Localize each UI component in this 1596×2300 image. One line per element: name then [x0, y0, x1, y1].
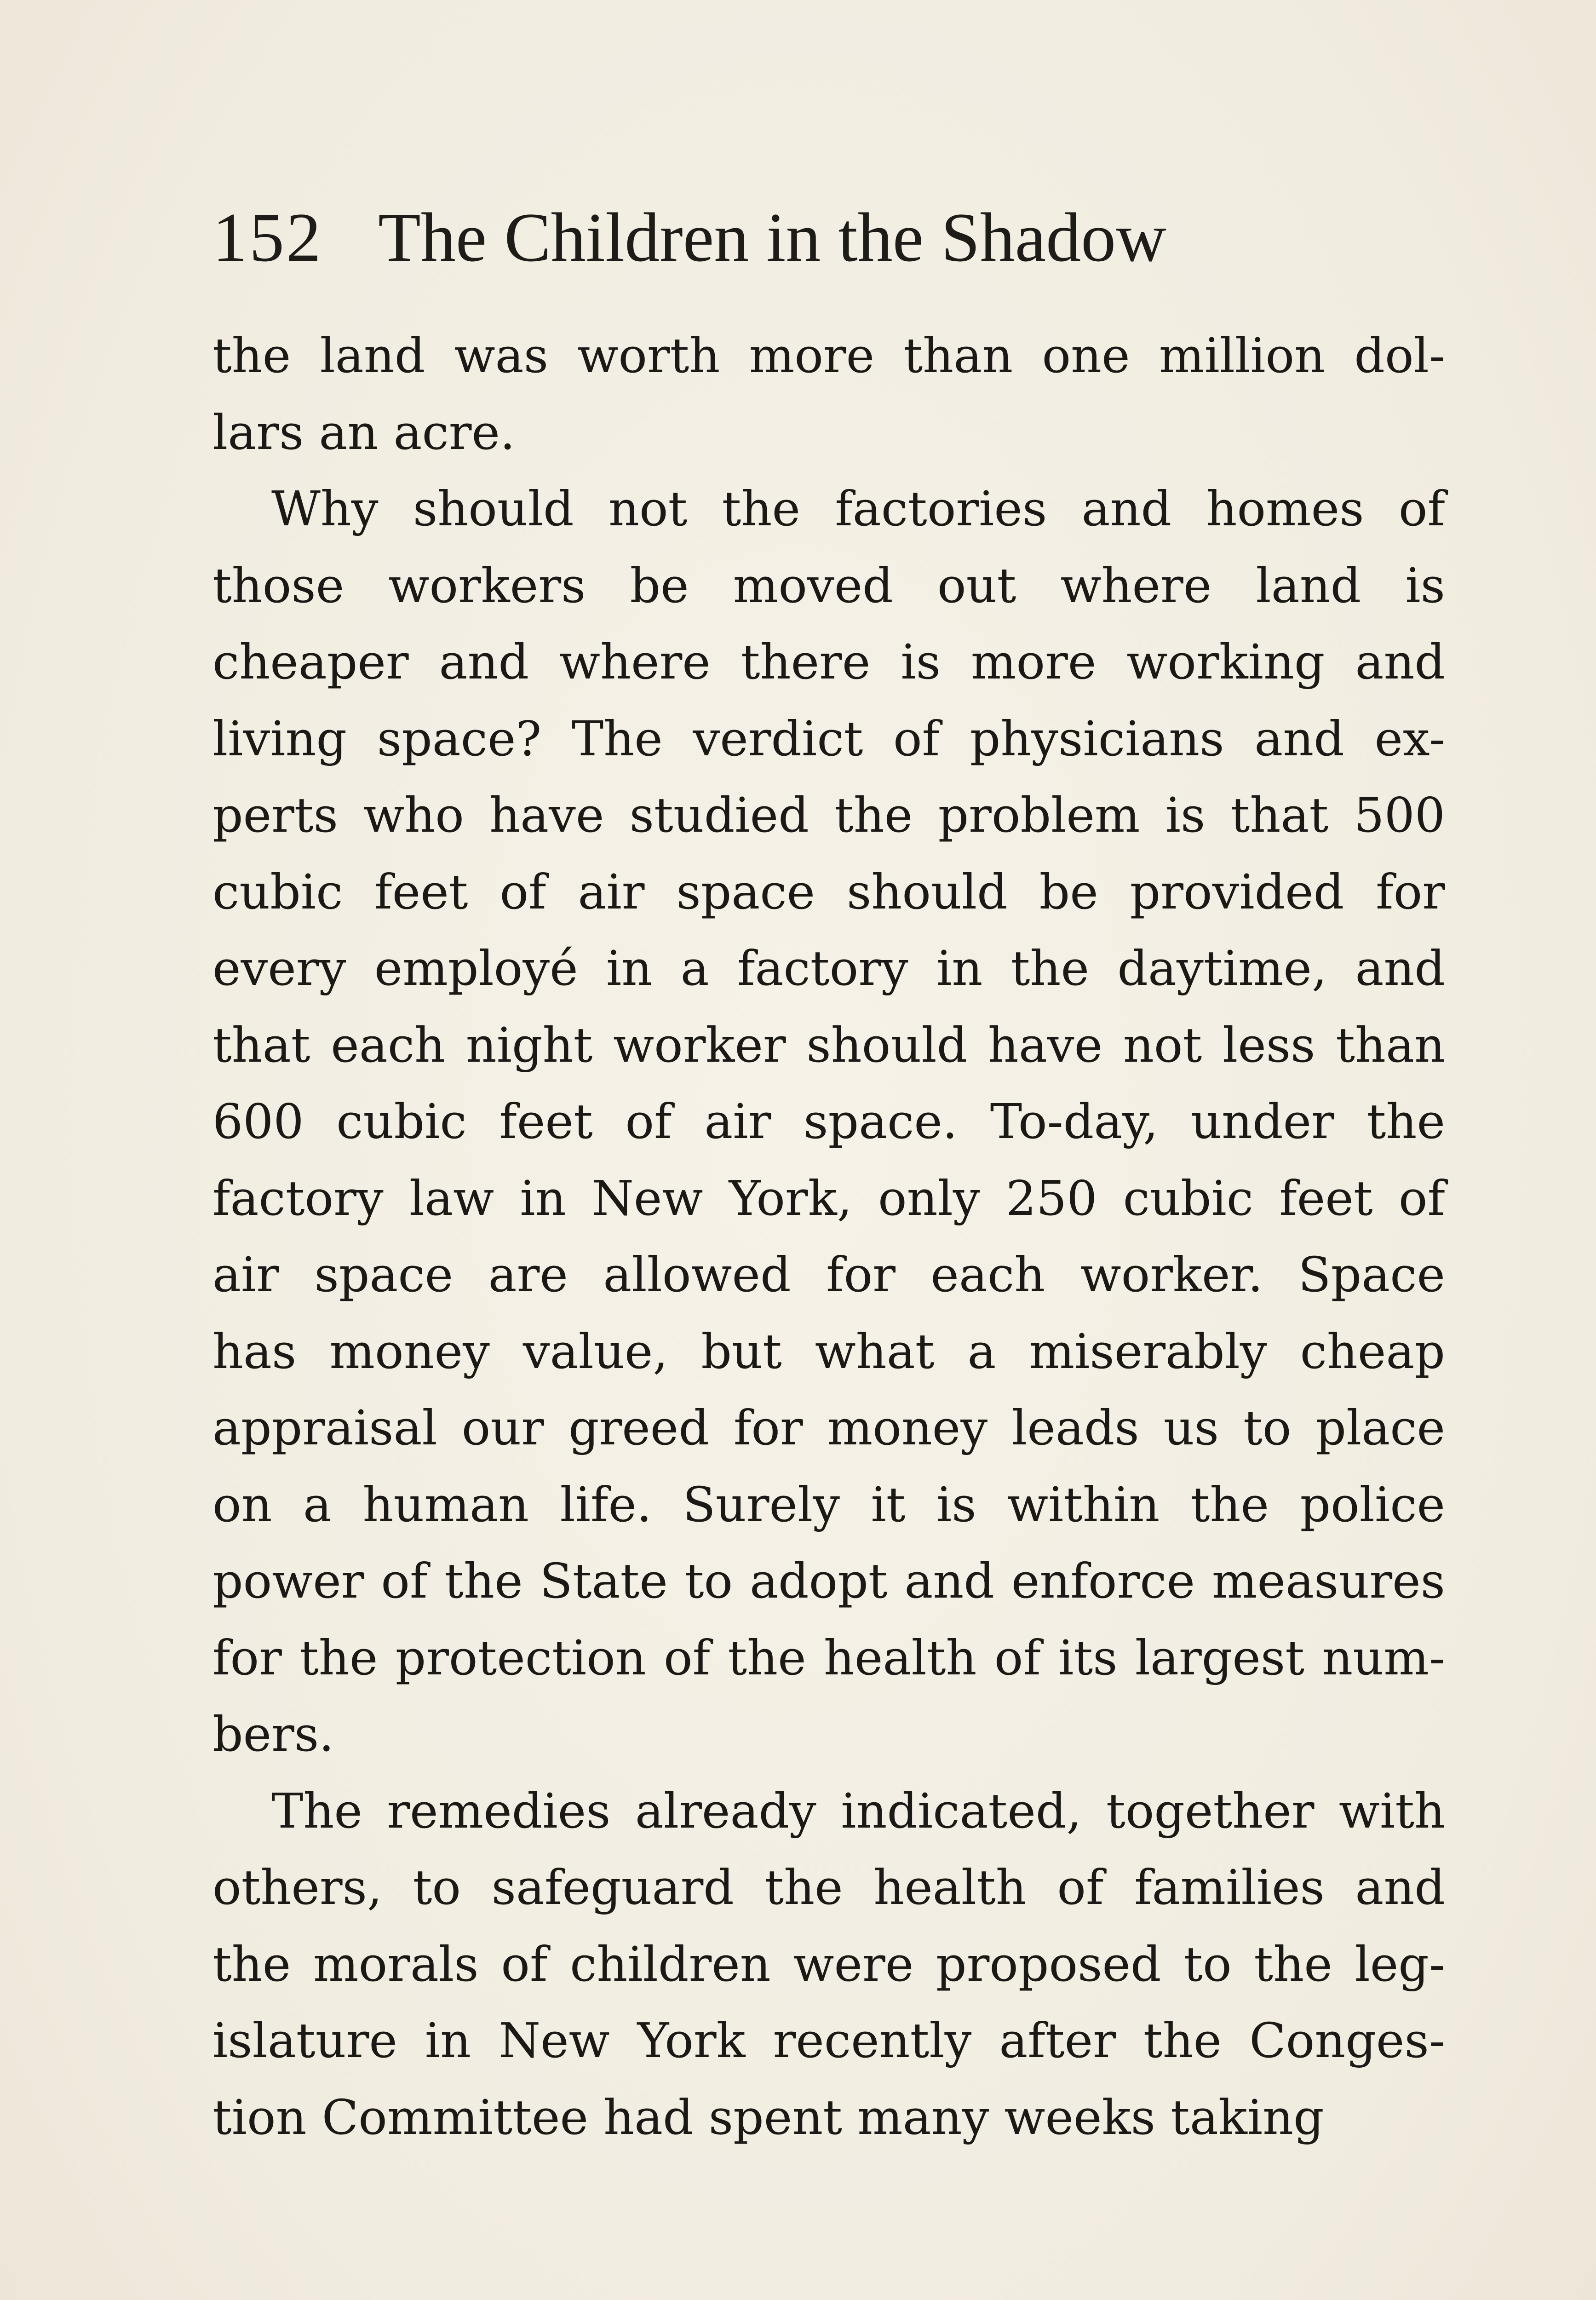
text-line: living space? The verdict of physicians and ex- — [212, 710, 1445, 767]
paragraph — [212, 471, 1445, 1773]
text-line: tion Committee had spent many weeks taking — [212, 2089, 1324, 2145]
body-text — [212, 317, 1445, 2156]
text-line: Why should not the factories and homes of — [271, 481, 1445, 537]
text-line: power of the State to adopt and enforce measures — [212, 1553, 1445, 1609]
text-line: cubic feet of air space should be provided for — [212, 863, 1445, 920]
text-line: others, to safeguard the health of families and — [212, 1859, 1445, 1915]
text-line: every employé in a factory in the daytime, and — [212, 940, 1445, 996]
text-line: the morals of children were proposed to the leg- — [212, 1936, 1445, 1992]
text-line: appraisal our greed for money leads us to place — [212, 1400, 1445, 1456]
text-line: The remedies already indicated, together with — [271, 1782, 1445, 1839]
text-line: the land was worth more than one million dol- — [212, 328, 1445, 384]
text-line: those workers be moved out where land is — [212, 557, 1445, 614]
text-line: that each night worker should have not less than — [212, 1017, 1445, 1073]
paragraph — [212, 1773, 1445, 2156]
text-line: has money value, but what a miserably cheap — [212, 1323, 1445, 1380]
text-line: on a human life. Surely it is within the police — [212, 1476, 1445, 1533]
text-line: lars an acre. — [212, 404, 516, 460]
text-line: air space are allowed for each worker. Space — [212, 1247, 1445, 1303]
text-line: bers. — [212, 1706, 334, 1762]
text-line: factory law in New York, only 250 cubic feet of — [212, 1170, 1445, 1226]
text-line: cheaper and where there is more working and — [212, 634, 1445, 690]
text-line: perts who have studied the problem is that 500 — [212, 787, 1445, 843]
running-header — [212, 199, 1166, 276]
page-number: 152 — [212, 199, 323, 276]
paragraph — [212, 317, 1445, 471]
text-line: islature in New York recently after the Conges- — [212, 2012, 1445, 2069]
text-line: 600 cubic feet of air space. To-day, under the — [212, 1093, 1445, 1150]
running-title: The Children in the Shadow — [378, 199, 1166, 276]
text-line: for the protection of the health of its largest num- — [212, 1629, 1445, 1686]
